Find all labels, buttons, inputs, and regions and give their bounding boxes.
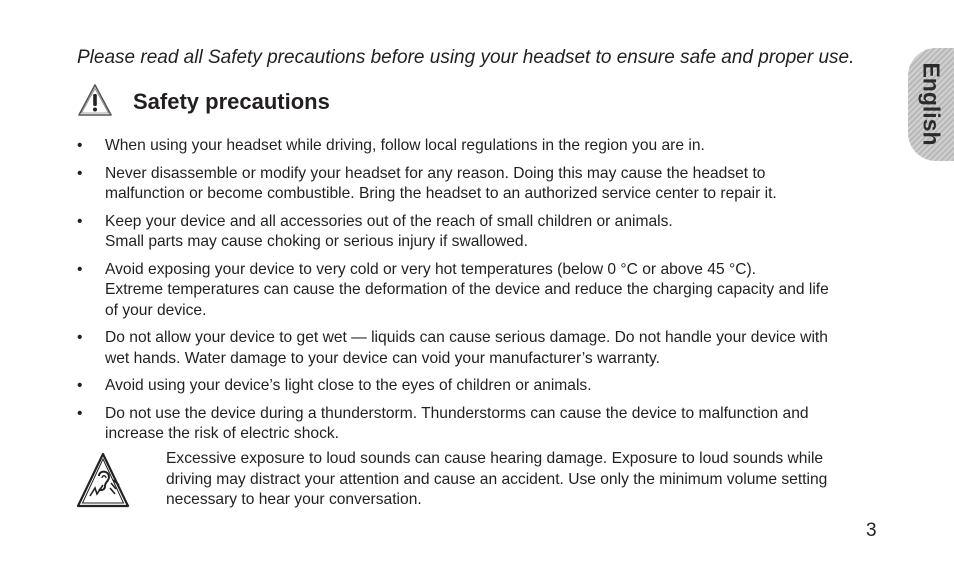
bullet-icon: • bbox=[77, 164, 83, 182]
precaution-item bbox=[77, 260, 877, 322]
precaution-line: Keep your device and all accessories out of the reach of small children or animals. bbox=[105, 212, 673, 230]
section-title: Safety precautions bbox=[133, 89, 330, 114]
precaution-list bbox=[77, 136, 877, 452]
hearing-warning-text bbox=[166, 449, 886, 511]
warning-triangle-icon bbox=[77, 83, 113, 117]
hearing-damage-icon bbox=[76, 452, 156, 509]
bullet-icon: • bbox=[77, 260, 83, 278]
hearing-warning-line: Excessive exposure to loud sounds can cause hearing damage. Exposure to loud sounds while bbox=[166, 450, 824, 467]
precaution-item bbox=[77, 136, 877, 157]
precaution-line: Never disassemble or modify your headset for any reason. Doing this may cause the headset to bbox=[105, 164, 766, 182]
precaution-line: Do not use the device during a thunderstorm. Thunderstorms can cause the device to malfunction and bbox=[105, 404, 809, 422]
hearing-warning-line: necessary to hear your conversation. bbox=[166, 491, 422, 508]
precaution-line: Avoid using your device’s light close to the eyes of children or animals. bbox=[105, 377, 592, 394]
precaution-item bbox=[77, 376, 877, 397]
precaution-item bbox=[77, 212, 877, 253]
precaution-line: Extreme temperatures can cause the deformation of the device and reduce the charging capacity and life bbox=[105, 281, 829, 298]
page-number: 3 bbox=[866, 520, 877, 541]
bullet-icon: • bbox=[77, 377, 83, 394]
precaution-item bbox=[77, 404, 877, 445]
precaution-line: of your device. bbox=[105, 301, 207, 319]
intro-text: Please read all Safety precautions before using your headset to ensure safe and proper use. bbox=[77, 47, 855, 68]
precaution-line: increase the risk of electric shock. bbox=[105, 425, 339, 442]
precaution-line: Avoid exposing your device to very cold or very hot temperatures (below 0 °C or above 45 °C). bbox=[105, 260, 756, 278]
language-tab-label: English bbox=[918, 62, 945, 146]
precaution-line: malfunction or become combustible. Bring the headset to an authorized service center to repair it. bbox=[105, 185, 777, 202]
bullet-icon: • bbox=[77, 212, 83, 230]
hearing-warning-line: driving may distract your attention and cause an accident. Use only the minimum volume setting bbox=[166, 470, 828, 488]
precaution-item bbox=[77, 164, 877, 205]
precaution-line: wet hands. Water damage to your device can void your manufacturer’s warranty. bbox=[105, 349, 661, 367]
bullet-icon: • bbox=[77, 329, 83, 346]
precaution-line: Small parts may cause choking or serious injury if swallowed. bbox=[105, 233, 528, 250]
precaution-line: When using your headset while driving, follow local regulations in the region you are in. bbox=[105, 137, 705, 154]
precaution-item bbox=[77, 328, 877, 369]
precaution-line: Do not allow your device to get wet — liquids can cause serious damage. Do not handle your device with bbox=[105, 329, 828, 346]
bullet-icon: • bbox=[77, 137, 83, 154]
bullet-icon: • bbox=[77, 404, 83, 422]
